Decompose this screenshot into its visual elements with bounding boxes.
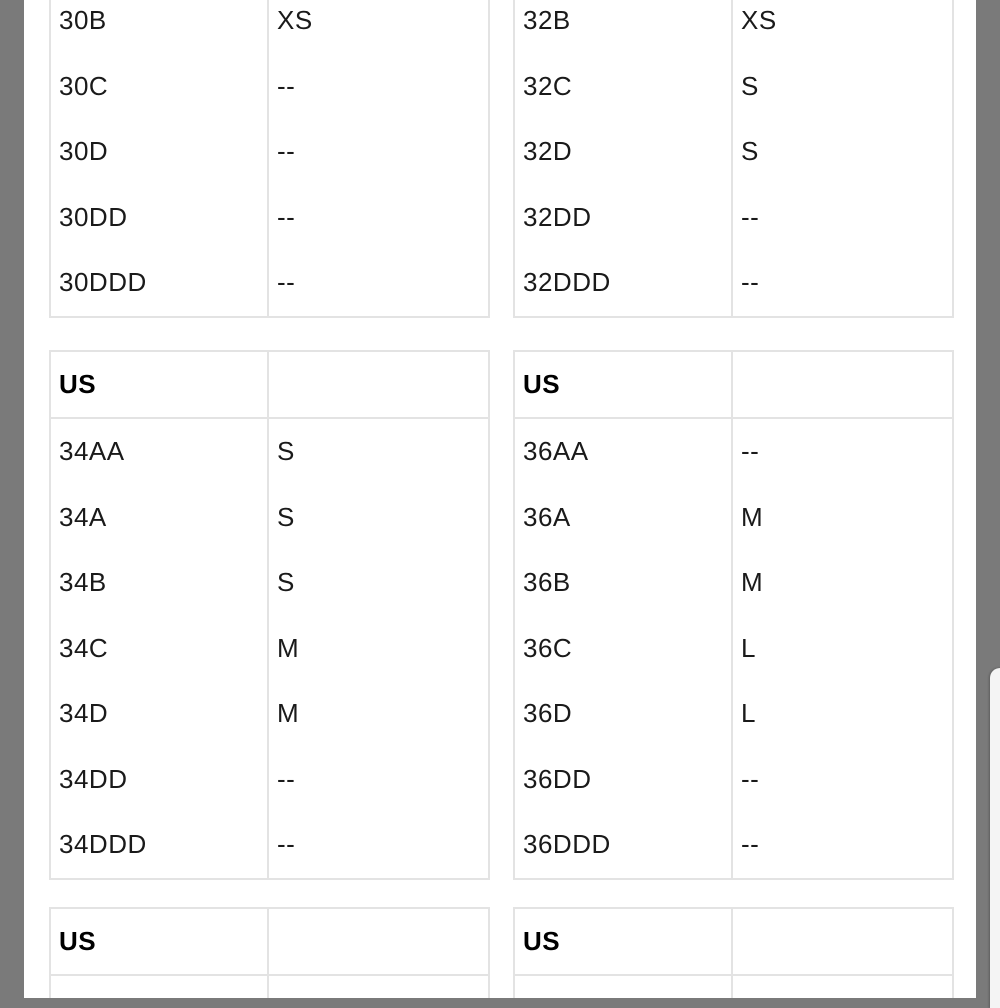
table-row xyxy=(50,485,489,551)
size-cell: 32DDD xyxy=(514,250,732,317)
table-row xyxy=(514,250,953,317)
size-cell: 36AA xyxy=(514,418,732,485)
table-row xyxy=(514,185,953,251)
fit-cell: S xyxy=(732,54,953,120)
size-table-36 xyxy=(513,350,954,880)
table-row xyxy=(514,616,953,682)
fit-cell: M xyxy=(268,616,489,682)
fit-cell xyxy=(268,975,489,998)
fit-cell xyxy=(732,975,953,998)
fit-cell: -- xyxy=(268,119,489,185)
size-cell: 30B xyxy=(50,0,268,54)
table-header-row xyxy=(50,908,489,975)
size-cell: 34C xyxy=(50,616,268,682)
fit-cell: -- xyxy=(732,747,953,813)
table-header-row xyxy=(514,351,953,418)
fit-cell: L xyxy=(732,681,953,747)
table-row xyxy=(50,747,489,813)
fit-cell: -- xyxy=(268,747,489,813)
fit-cell: -- xyxy=(732,250,953,317)
table-row xyxy=(50,250,489,317)
table-row xyxy=(514,485,953,551)
fit-cell: -- xyxy=(268,812,489,879)
table-row xyxy=(514,747,953,813)
fit-cell: -- xyxy=(732,812,953,879)
size-cell xyxy=(50,975,268,998)
region-header: US xyxy=(50,351,268,418)
size-cell: 34AA xyxy=(50,418,268,485)
fit-cell: S xyxy=(268,418,489,485)
table-row xyxy=(50,185,489,251)
fit-cell: XS xyxy=(268,0,489,54)
table-row xyxy=(514,0,953,54)
header-value xyxy=(268,351,489,418)
size-cell: 32D xyxy=(514,119,732,185)
table-row xyxy=(514,681,953,747)
table-row xyxy=(50,550,489,616)
table-row xyxy=(50,418,489,485)
fit-cell: M xyxy=(732,550,953,616)
fit-cell: -- xyxy=(268,54,489,120)
size-cell: 32C xyxy=(514,54,732,120)
fit-cell: -- xyxy=(268,185,489,251)
fit-cell: -- xyxy=(732,418,953,485)
size-table-40 xyxy=(513,907,954,998)
region-header: US xyxy=(514,908,732,975)
size-table-32 xyxy=(513,0,954,318)
table-row xyxy=(514,418,953,485)
size-cell xyxy=(514,975,732,998)
fit-cell: S xyxy=(732,119,953,185)
size-cell: 32B xyxy=(514,0,732,54)
header-value xyxy=(732,351,953,418)
table-row xyxy=(50,0,489,54)
fit-cell: L xyxy=(732,616,953,682)
size-cell: 36C xyxy=(514,616,732,682)
fit-cell: S xyxy=(268,485,489,551)
size-cell: 36B xyxy=(514,550,732,616)
size-cell: 34B xyxy=(50,550,268,616)
size-cell: 36DDD xyxy=(514,812,732,879)
size-cell: 30D xyxy=(50,119,268,185)
size-table-38 xyxy=(49,907,490,998)
table-row xyxy=(50,616,489,682)
table-row xyxy=(50,812,489,879)
table-header-row xyxy=(50,351,489,418)
size-cell: 30DD xyxy=(50,185,268,251)
table-row xyxy=(514,975,953,998)
table-row xyxy=(514,550,953,616)
region-header: US xyxy=(50,908,268,975)
header-value xyxy=(268,908,489,975)
size-cell: 34A xyxy=(50,485,268,551)
size-cell: 30C xyxy=(50,54,268,120)
region-header: US xyxy=(514,351,732,418)
table-row xyxy=(50,975,489,998)
fit-cell: S xyxy=(268,550,489,616)
table-row xyxy=(514,54,953,120)
size-cell: 32DD xyxy=(514,185,732,251)
size-cell: 34DD xyxy=(50,747,268,813)
table-row xyxy=(50,681,489,747)
fit-cell: -- xyxy=(732,185,953,251)
header-value xyxy=(732,908,953,975)
size-cell: 30DDD xyxy=(50,250,268,317)
fit-cell: -- xyxy=(268,250,489,317)
fit-cell: M xyxy=(732,485,953,551)
table-row xyxy=(514,119,953,185)
size-table-34 xyxy=(49,350,490,880)
size-cell: 36D xyxy=(514,681,732,747)
size-cell: 36A xyxy=(514,485,732,551)
table-header-row xyxy=(514,908,953,975)
size-chart-page xyxy=(24,0,976,998)
table-row xyxy=(514,812,953,879)
size-cell: 34D xyxy=(50,681,268,747)
table-row xyxy=(50,119,489,185)
fit-cell: XS xyxy=(732,0,953,54)
size-cell: 34DDD xyxy=(50,812,268,879)
size-cell: 36DD xyxy=(514,747,732,813)
table-row xyxy=(50,54,489,120)
fit-cell: M xyxy=(268,681,489,747)
size-table-30 xyxy=(49,0,490,318)
scroll-handle[interactable] xyxy=(990,668,1000,1008)
